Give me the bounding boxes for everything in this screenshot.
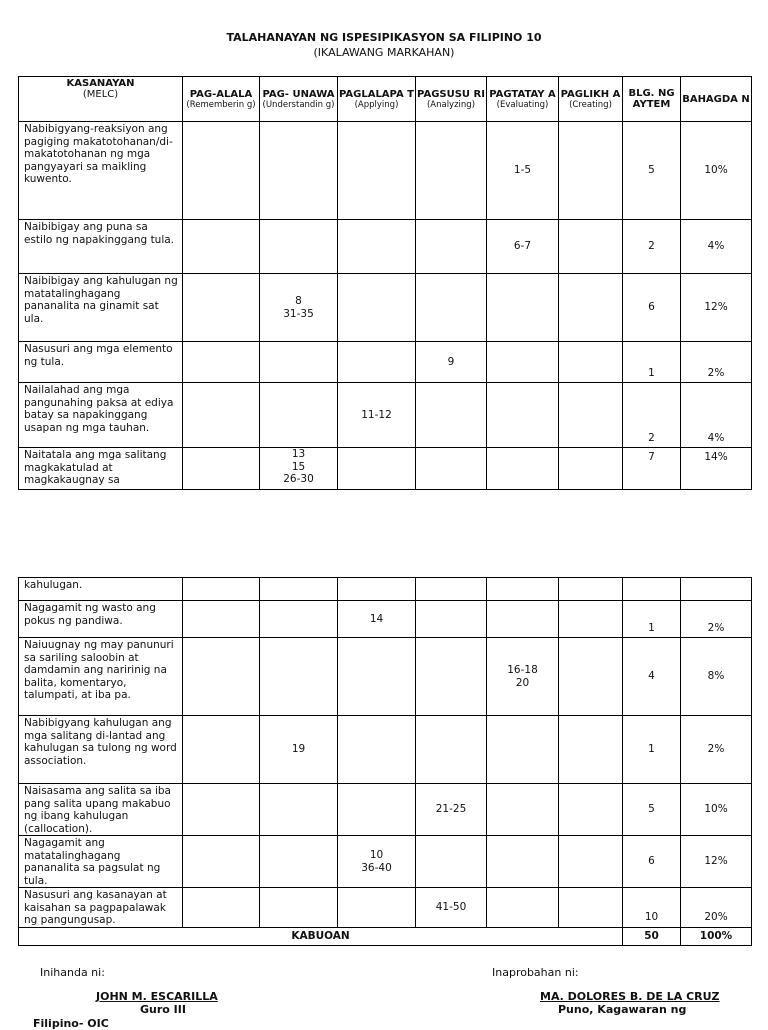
blg-cell: 5 <box>623 784 681 836</box>
lapat-cell <box>338 888 416 928</box>
competency-cell: Naiuugnay ng may panunuri sa sariling saloobin at damdamin ang naririnig na balita, komentaryo, talumpati, at iba pa. <box>19 638 183 716</box>
blg-cell: 4 <box>623 638 681 716</box>
table-row <box>19 601 752 638</box>
lapat-cell: 14 <box>338 601 416 638</box>
pct-cell: 10% <box>681 122 752 220</box>
pct-cell: 12% <box>681 274 752 342</box>
table-row <box>19 448 752 490</box>
cell-line: 36-40 <box>361 861 392 874</box>
pct-cell: 20% <box>681 888 752 928</box>
cell-line: 15 <box>291 460 306 473</box>
lapat-cell <box>338 784 416 836</box>
header-row <box>19 77 752 122</box>
table-row <box>19 888 752 928</box>
table-row <box>19 342 752 383</box>
header-pagtataya <box>487 77 559 122</box>
competency-cell: Nagagamit ng wasto ang pokus ng pandiwa. <box>19 601 183 638</box>
suri-cell <box>416 578 487 601</box>
suri-cell <box>416 448 487 490</box>
unawa-cell <box>260 274 338 342</box>
pct-cell: 2% <box>681 716 752 784</box>
approved-by-name: MA. DOLORES B. DE LA CRUZ <box>540 990 720 1003</box>
competency-cell: Naibibigay ang kahulugan ng matatalinghagang pananalita na ginamit sat ula. <box>19 274 183 342</box>
header-pagsusuri <box>416 77 487 122</box>
competency-cell: Nasusuri ang mga elemento ng tula. <box>19 342 183 383</box>
competency-cell: Naisasama ang salita sa iba pang salita upang makabuo ng ibang kahulugan (callocation). <box>19 784 183 836</box>
pct-cell: 2% <box>681 601 752 638</box>
likha-cell <box>559 220 623 274</box>
lapat-cell <box>338 716 416 784</box>
likha-cell <box>559 601 623 638</box>
blg-cell: 1 <box>623 342 681 383</box>
blg-cell: 6 <box>623 836 681 888</box>
cell-line: 10 <box>369 849 384 861</box>
taya-cell <box>487 578 559 601</box>
taya-cell <box>487 274 559 342</box>
alala-cell <box>183 638 260 716</box>
prepared-by-title2: Filipino- OIC <box>33 1017 109 1030</box>
suri-cell <box>416 122 487 220</box>
header-paglalapat-label: PAGLALAPA T <box>338 88 415 100</box>
blg-cell: 2 <box>623 383 681 448</box>
lapat-cell <box>338 638 416 716</box>
total-row <box>19 927 752 945</box>
pct-cell: 10% <box>681 784 752 836</box>
header-pag-alala-label: PAG-ALALA <box>189 88 253 100</box>
taya-cell: 1-5 <box>487 122 559 220</box>
table-row <box>19 220 752 274</box>
unawa-cell <box>260 220 338 274</box>
pct-cell: 8% <box>681 638 752 716</box>
taya-cell <box>487 716 559 784</box>
likha-cell <box>559 274 623 342</box>
table-row <box>19 274 752 342</box>
lapat-cell <box>338 448 416 490</box>
lapat-cell <box>338 274 416 342</box>
suri-cell: 9 <box>416 342 487 383</box>
likha-cell <box>559 342 623 383</box>
unawa-cell <box>260 342 338 383</box>
alala-cell <box>183 888 260 928</box>
competency-cell: Naibibigay ang puna sa estilo ng napakinggang tula. <box>19 220 183 274</box>
unawa-cell <box>260 638 338 716</box>
suri-cell: 41-50 <box>416 888 487 928</box>
header-pag-alala-sub: (Rememberin g) <box>186 99 256 110</box>
cell-line: 20 <box>515 676 530 689</box>
pct-cell: 2% <box>681 342 752 383</box>
taya-cell <box>487 601 559 638</box>
alala-cell <box>183 836 260 888</box>
unawa-cell <box>260 383 338 448</box>
header-pagsusuri-label: PAGSUSU RI <box>417 88 485 100</box>
cell-line: 26-30 <box>283 473 314 485</box>
table-row <box>19 784 752 836</box>
likha-cell <box>559 638 623 716</box>
taya-cell <box>487 342 559 383</box>
lapat-cell <box>338 836 416 888</box>
unawa-cell <box>260 578 338 601</box>
unawa-cell <box>260 888 338 928</box>
lapat-cell <box>338 122 416 220</box>
alala-cell <box>183 383 260 448</box>
table-row <box>19 716 752 784</box>
table-row <box>19 836 752 888</box>
likha-cell <box>559 784 623 836</box>
table-row <box>19 122 752 220</box>
total-label: KABUOAN <box>19 927 623 945</box>
document-subtitle: (IKALAWANG MARKAHAN) <box>313 46 455 59</box>
competency-cell: kahulugan. <box>19 578 183 601</box>
cell-line: 31-35 <box>283 307 314 320</box>
table-row <box>19 383 752 448</box>
table-row <box>19 578 752 601</box>
alala-cell <box>183 448 260 490</box>
header-pagtataya-label: PAGTATAY A <box>489 88 556 100</box>
competency-cell: Naitatala ang mga salitang magkakatulad at magkakaugnay sa <box>19 448 183 490</box>
lapat-cell <box>338 578 416 601</box>
header-kasanayan-label: KASANAYAN <box>66 78 135 89</box>
header-paglikha-sub: (Creating) <box>569 99 612 110</box>
alala-cell <box>183 122 260 220</box>
header-paglikha <box>559 77 623 122</box>
pct-cell: 14% <box>681 448 752 490</box>
likha-cell <box>559 888 623 928</box>
header-pagtataya-sub: (Evaluating) <box>496 99 549 110</box>
suri-cell <box>416 220 487 274</box>
total-items: 50 <box>623 927 681 945</box>
unawa-cell <box>260 784 338 836</box>
alala-cell <box>183 784 260 836</box>
alala-cell <box>183 578 260 601</box>
lapat-cell <box>338 220 416 274</box>
approved-by-title: Puno, Kagawaran ng <box>558 1003 687 1016</box>
alala-cell <box>183 220 260 274</box>
alala-cell <box>183 716 260 784</box>
suri-cell <box>416 716 487 784</box>
approved-by-label: Inaprobahan ni: <box>492 966 579 979</box>
likha-cell <box>559 716 623 784</box>
blg-cell: 10 <box>623 888 681 928</box>
header-pag-unawa-sub: (Understandin g) <box>262 99 335 110</box>
alala-cell <box>183 601 260 638</box>
competency-cell: Nasusuri ang kasanayan at kaisahan sa pagpapalawak ng pangungusap. <box>19 888 183 928</box>
header-blg-label: BLG. NG AYTEM <box>628 88 675 110</box>
header-bahagdan <box>681 77 752 122</box>
unawa-cell <box>260 836 338 888</box>
taya-cell <box>487 448 559 490</box>
taya-cell <box>487 638 559 716</box>
header-blg-ng-aytem <box>623 77 681 122</box>
likha-cell <box>559 448 623 490</box>
pct-cell: 4% <box>681 383 752 448</box>
unawa-cell: 19 <box>260 716 338 784</box>
specification-table-part1 <box>18 76 752 490</box>
taya-cell: 6-7 <box>487 220 559 274</box>
blg-cell: 2 <box>623 220 681 274</box>
unawa-cell <box>260 122 338 220</box>
header-bahagdan-label: BAHAGDA N <box>682 93 750 105</box>
document-title: TALAHANAYAN NG ISPESIPIKASYON SA FILIPINO 10 <box>226 31 542 44</box>
competency-cell: Nabibigyang-reaksiyon ang pagiging makatotohanan/di-makatotohanan ng mga pangyayari sa maikling kuwento. <box>19 122 183 220</box>
blg-cell <box>623 578 681 601</box>
prepared-by-label: Inihanda ni: <box>40 966 105 979</box>
competency-cell: Nailalahad ang mga pangunahing paksa at ediya batay sa napakinggang usapan ng mga tauhan. <box>19 383 183 448</box>
header-pag-unawa <box>260 77 338 122</box>
header-pag-unawa-label: PAG- UNAWA <box>262 88 335 100</box>
likha-cell <box>559 383 623 448</box>
blg-cell: 6 <box>623 274 681 342</box>
competency-cell: Nabibigyang kahulugan ang mga salitang di-lantad ang kahulugan sa tulong ng word association. <box>19 716 183 784</box>
header-paglalapat <box>338 77 416 122</box>
pct-cell: 12% <box>681 836 752 888</box>
pct-cell <box>681 578 752 601</box>
likha-cell <box>559 578 623 601</box>
alala-cell <box>183 274 260 342</box>
cell-line: 8 <box>295 295 302 307</box>
pct-cell: 4% <box>681 220 752 274</box>
blg-cell: 1 <box>623 716 681 784</box>
suri-cell <box>416 274 487 342</box>
suri-cell <box>416 383 487 448</box>
lapat-cell: 11-12 <box>338 383 416 448</box>
header-paglalapat-sub: (Applying) <box>354 99 399 110</box>
suri-cell: 21-25 <box>416 784 487 836</box>
taya-cell <box>487 784 559 836</box>
lapat-cell <box>338 342 416 383</box>
header-pagsusuri-sub: (Analyzing) <box>426 99 476 110</box>
header-kasanayan <box>19 77 183 122</box>
header-pag-alala <box>183 77 260 122</box>
suri-cell <box>416 638 487 716</box>
taya-cell <box>487 888 559 928</box>
likha-cell <box>559 836 623 888</box>
table-row <box>19 638 752 716</box>
blg-cell: 5 <box>623 122 681 220</box>
taya-cell <box>487 836 559 888</box>
cell-line: 16-18 <box>507 664 538 676</box>
unawa-cell <box>260 448 338 490</box>
prepared-by-name: JOHN M. ESCARILLA <box>96 990 218 1003</box>
likha-cell <box>559 122 623 220</box>
header-paglikha-label: PAGLIKH A <box>560 88 621 100</box>
header-kasanayan-sub: (MELC) <box>82 89 119 100</box>
blg-cell: 7 <box>623 448 681 490</box>
competency-cell: Nagagamit ang matatalinghagang pananalita sa pagsulat ng tula. <box>19 836 183 888</box>
alala-cell <box>183 342 260 383</box>
suri-cell <box>416 601 487 638</box>
blg-cell: 1 <box>623 601 681 638</box>
cell-line: 13 <box>291 448 306 460</box>
prepared-by-title: Guro III <box>140 1003 186 1016</box>
specification-table-part2 <box>18 577 752 946</box>
total-percent: 100% <box>681 927 752 945</box>
unawa-cell <box>260 601 338 638</box>
suri-cell <box>416 836 487 888</box>
taya-cell <box>487 383 559 448</box>
